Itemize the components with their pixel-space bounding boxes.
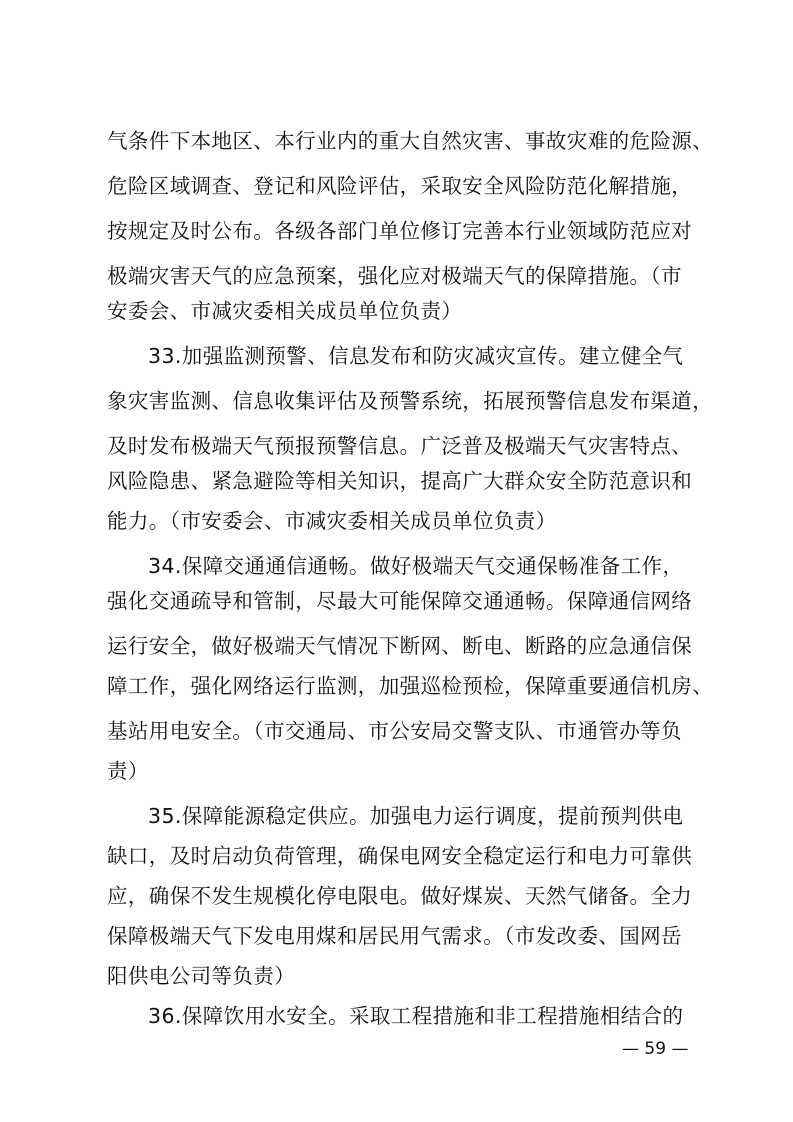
text-line: 责） (107, 759, 149, 783)
text-line: 基站用电安全。（市交通局、市公安局交警支队、市通管办等负 (107, 719, 682, 743)
text-line: 象灾害监测、信息收集评估及预警系统，拓展预警信息发布渠道， (107, 389, 714, 413)
text-line: 按规定及时公布。各级各部门单位修订完善本行业领域防范应对 (107, 219, 693, 243)
text-line: 障工作，强化网络运行监测，加强巡检预检，保障重要通信机房、 (107, 674, 714, 698)
text-line: 安委会、市减灾委相关成员单位负责） (107, 299, 463, 323)
text-line: 阳供电公司等负责） (107, 964, 296, 988)
text-line: 危险区域调查、登记和风险评估，采取安全风险防范化解措施， (107, 174, 693, 198)
paragraph-start-line: 36.保障饮用水安全。采取工程措施和非工程措施相结合的 (148, 1004, 684, 1028)
paragraph-start-line: 35.保障能源稳定供应。加强电力运行调度，提前预判供电 (148, 804, 684, 828)
text-line: 应，确保不发生规模化停电限电。做好煤炭、天然气储备。全力 (107, 884, 693, 908)
paragraph-start-line: 34.保障交通通信通畅。做好极端天气交通保畅准备工作， (148, 554, 684, 578)
text-line: 保障极端天气下发电用煤和居民用气需求。（市发改委、国网岳 (107, 924, 682, 948)
text-line: 运行安全，做好极端天气情况下断网、断电、断路的应急通信保 (107, 634, 693, 658)
text-line: 能力。（市安委会、市减灾委相关成员单位负责） (107, 509, 557, 533)
text-line: 气条件下本地区、本行业内的重大自然灾害、事故灾难的危险源、 (107, 129, 714, 153)
text-line: 风险隐患、紧急避险等相关知识，提高广大群众安全防范意识和 (107, 469, 693, 493)
text-line: 极端灾害天气的应急预案，强化应对极端天气的保障措施。（市 (107, 264, 682, 288)
page-number: — 59 — (622, 1039, 689, 1059)
text-line: 及时发布极端天气预报预警信息。广泛普及极端天气灾害特点、 (107, 434, 693, 458)
text-line: 强化交通疏导和管制，尽最大可能保障交通通畅。保障通信网络 (107, 589, 693, 613)
text-line: 缺口，及时启动负荷管理，确保电网安全稳定运行和电力可靠供 (107, 844, 693, 868)
paragraph-start-line: 33.加强监测预警、信息发布和防灾减灾宣传。建立健全气 (148, 344, 684, 368)
